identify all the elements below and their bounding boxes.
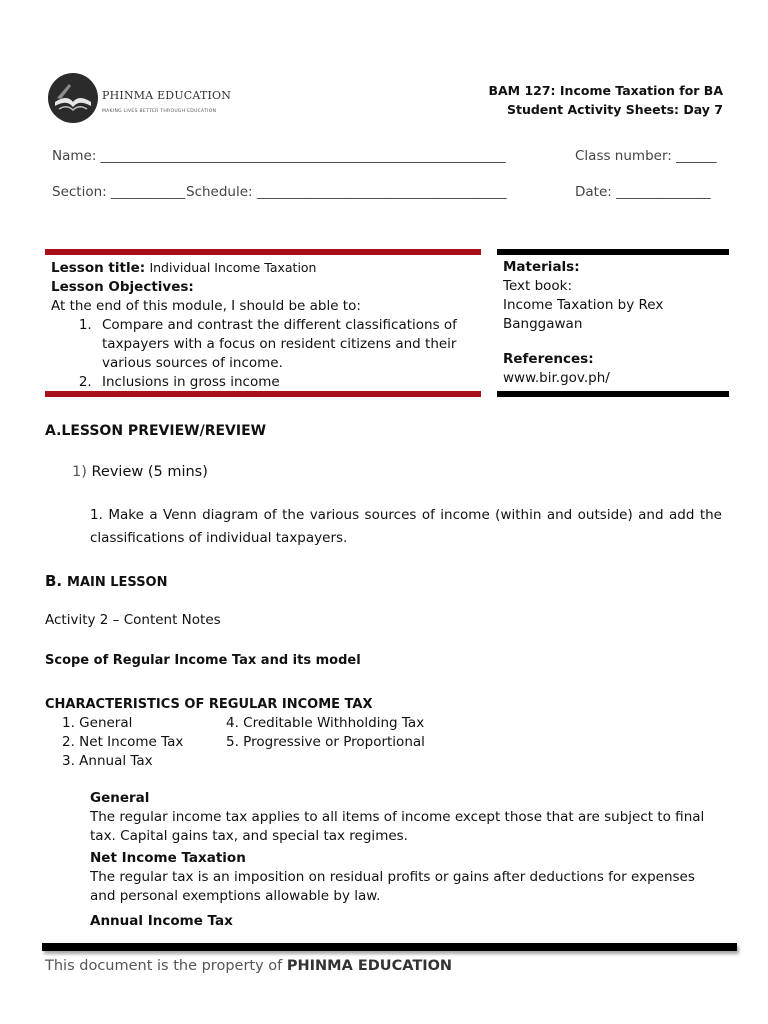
characteristics-list-2 <box>226 714 425 752</box>
review-label: Review (5 mins) <box>91 464 208 480</box>
characteristics-list-1 <box>62 714 183 771</box>
lesson-title-label: Lesson title: <box>51 260 146 276</box>
materials-line2: Income Taxation by Rex Banggawan <box>503 297 664 332</box>
net-income-heading: Net Income Taxation <box>90 850 246 866</box>
general-text: The regular income tax applies to all items of income except those that are subject to final tax. Capital gains tax, and special tax regimes. <box>90 809 705 844</box>
class-number-field: Class number: ______ <box>575 148 717 164</box>
section-b-title <box>45 572 168 592</box>
sheet-title: Student Activity Sheets: Day 7 <box>506 102 723 117</box>
logo-emblem-icon <box>47 72 99 124</box>
schedule-field: Schedule: _____________________________________ <box>186 184 507 200</box>
section-a-title <box>45 422 266 441</box>
document-header <box>488 81 723 119</box>
characteristic-item: 5. Progressive or Proportional <box>226 734 425 750</box>
objectives-label: Lesson Objectives: <box>51 279 194 295</box>
name-field: Name: ____________________________________________________________ <box>52 148 506 164</box>
logo-tagline: MAKING LIVES BETTER THROUGH EDUCATION <box>102 109 217 114</box>
phinma-logo <box>47 70 232 125</box>
review-instruction: 1. Make a Venn diagram of the various sources of income (within and outside) and add the classifications of individual taxpayers. <box>90 507 722 546</box>
date-field: Date: ______________ <box>575 184 711 200</box>
characteristic-item: 1. General <box>62 715 133 731</box>
footer-rule <box>42 943 737 951</box>
objectives-intro: At the end of this module, I should be able to: <box>51 298 361 314</box>
section-b-title-text: MAIN LESSON <box>67 575 168 590</box>
activity-label: Activity 2 – Content Notes <box>45 612 221 628</box>
materials-box <box>497 249 729 397</box>
materials-label: Materials: <box>503 259 580 275</box>
section-a-title-text: A.LESSON PREVIEW/REVIEW <box>45 423 267 439</box>
annual-income-heading: Annual Income Tax <box>90 913 233 929</box>
objectives-list <box>51 316 477 392</box>
lesson-title-value: Individual Income Taxation <box>149 260 317 275</box>
lesson-title-row <box>51 258 477 278</box>
materials-line1: Text book: <box>503 278 573 294</box>
footer <box>45 957 452 976</box>
course-title: BAM 127: Income Taxation for BA <box>488 83 723 98</box>
characteristics-heading: CHARACTERISTICS OF REGULAR INCOME TAX <box>45 697 373 712</box>
lesson-box <box>45 249 481 397</box>
characteristic-item: 4. Creditable Withholding Tax <box>226 715 425 731</box>
section-b-letter: B. <box>45 572 63 590</box>
characteristic-item: 2. Net Income Tax <box>62 734 184 750</box>
objective-item: 2. Inclusions in gross income <box>96 373 477 392</box>
objective-item: 1. Compare and contrast the different classifications of taxpayers with a focus on resident citizens and their various sources of income. <box>96 316 477 373</box>
references-label: References: <box>503 351 594 367</box>
footer-owner: PHINMA EDUCATION <box>286 958 453 974</box>
review-heading <box>72 463 208 482</box>
review-number: 1) <box>72 464 87 480</box>
net-income-text: The regular tax is an imposition on residual profits or gains after deductions for expenses and personal exemptions allowable by law. <box>90 869 695 904</box>
scope-heading: Scope of Regular Income Tax and its model <box>45 653 361 668</box>
characteristic-item: 3. Annual Tax <box>62 753 153 769</box>
footer-prefix: This document is the property of <box>45 958 287 974</box>
logo-name: PHINMA EDUCATION <box>102 89 232 102</box>
references-value: www.bir.gov.ph/ <box>503 370 610 386</box>
general-heading: General <box>90 790 150 806</box>
section-field: Section: ___________ <box>52 184 186 200</box>
